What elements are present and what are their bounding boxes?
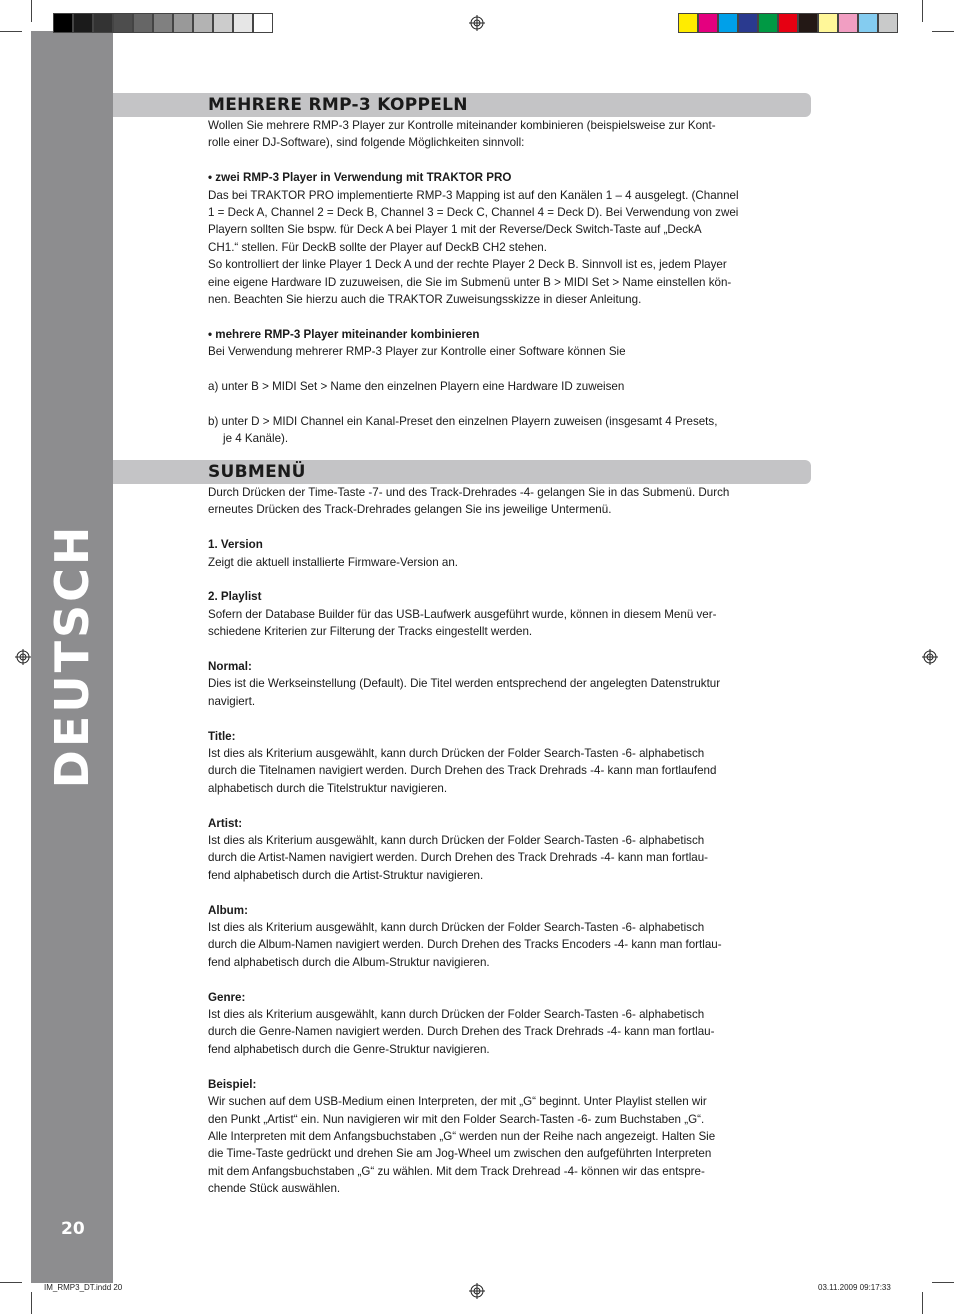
- registration-mark-icon: [922, 649, 938, 665]
- cmyk-color-bar: [678, 13, 898, 33]
- subheading: Title:: [208, 729, 236, 743]
- text-line: durch die Artist-Namen navigiert werden. Durch Drehen des Track Drehrads -4- kann man fortlau-: [208, 851, 709, 865]
- text-line: CH1.“ stellen. Für DeckB sollte der Player auf DeckB CH2 stehen.: [208, 240, 547, 254]
- color-swatch: [858, 13, 878, 33]
- crop-mark: [922, 1292, 923, 1314]
- color-swatch: [153, 13, 173, 33]
- crop-mark: [0, 1282, 22, 1283]
- text-line: Bei Verwendung mehrerer RMP-3 Player zur Kontrolle einer Software können Sie: [208, 345, 626, 359]
- text-line: Ist dies als Kriterium ausgewählt, kann durch Drücken der Folder Search-Tasten -6- alphabetisch: [208, 921, 705, 935]
- color-swatch: [173, 13, 193, 33]
- color-swatch: [758, 13, 778, 33]
- text-line: navigiert.: [208, 694, 256, 708]
- text-line: Zeigt die aktuell installierte Firmware-Version an.: [208, 555, 459, 569]
- text-line: rolle einer DJ-Software), sind folgende Möglichkeiten sinnvoll:: [208, 136, 525, 150]
- text-line: durch die Genre-Namen navigiert werden. Durch Drehen des Track Drehrads -4- kann man fortlau-: [208, 1025, 715, 1039]
- registration-mark-icon: [469, 15, 485, 31]
- text-line: den Punkt „Artist“ ein. Nun navigieren wir mit den Folder Search-Tasten -6- zum Buchstaben „G“.: [208, 1112, 705, 1126]
- grayscale-color-bar: [53, 13, 273, 33]
- color-swatch: [838, 13, 858, 33]
- color-swatch: [818, 13, 838, 33]
- text-line: eine eigene Hardware ID zuzuweisen, die Sie im Submenü unter B > MIDI Set > Name einstellen kön-: [208, 275, 732, 289]
- crop-mark: [0, 31, 22, 32]
- subheading: Artist:: [208, 816, 243, 830]
- footer-timestamp: 03.11.2009 09:17:33: [818, 1283, 891, 1292]
- text-line: durch die Album-Namen navigiert werden. Durch Drehen des Tracks Encoders -4- kann man fortlau-: [208, 938, 722, 952]
- color-swatch: [718, 13, 738, 33]
- registration-mark-icon: [15, 649, 31, 665]
- text-line: mit dem Anfangsbuchstaben „G“ zu wählen. Mit dem Track Drehread -4- können wir das entspre-: [208, 1164, 705, 1178]
- subheading: 1. Version: [208, 538, 263, 552]
- text-line: Dies ist die Werkseinstellung (Default). Die Titel werden entsprechend der angelegten Datenstruktur: [208, 677, 721, 691]
- color-swatch: [253, 13, 273, 33]
- crop-mark: [31, 1292, 32, 1314]
- color-swatch: [93, 13, 113, 33]
- subheading: 2. Playlist: [208, 590, 262, 604]
- color-swatch: [53, 13, 73, 33]
- list-item: a) unter B > MIDI Set > Name den einzelnen Playern eine Hardware ID zuweisen: [208, 380, 625, 394]
- subheading: • zwei RMP-3 Player in Verwendung mit TRAKTOR PRO: [208, 171, 512, 185]
- crop-mark: [31, 0, 32, 22]
- text-line: Durch Drücken der Time-Taste -7- und des Track-Drehrades -4- gelangen Sie in das Submenü. Durch: [208, 486, 730, 499]
- text-line: fend alphabetisch durch die Artist-Struktur navigieren.: [208, 868, 484, 882]
- list-item-continuation: je 4 Kanäle).: [223, 432, 289, 446]
- section-body-koppeln: [208, 117, 808, 448]
- text-line: Wollen Sie mehrere RMP-3 Player zur Kontrolle miteinander kombinieren (beispielsweise zur Kont-: [208, 119, 716, 132]
- subheading: Beispiel:: [208, 1077, 257, 1091]
- color-swatch: [113, 13, 133, 33]
- text-line: nen. Beachten Sie hierzu auch die TRAKTOR Zuweisungsskizze in dieser Anleitung.: [208, 293, 642, 307]
- color-swatch: [73, 13, 93, 33]
- subheading: Album:: [208, 903, 248, 917]
- footer-filename: IM_RMP3_DT.indd 20: [44, 1283, 123, 1292]
- text-line: Alle Interpreten mit dem Anfangsbuchstaben „G“ werden nun der Reihe nach angezeigt. Halten Sie: [208, 1129, 716, 1143]
- text-line: So kontrolliert der linke Player 1 Deck A und der rechte Player 2 Deck B. Sinnvoll ist es, jedem Player: [208, 258, 727, 272]
- text-line: Playern sollten Sie bspw. für Deck A bei Player 1 mit der Reverse/Deck Switch-Taste auf „DeckA: [208, 223, 702, 237]
- color-swatch: [878, 13, 898, 33]
- color-swatch: [798, 13, 818, 33]
- text-line: alphabetisch durch die Titelstruktur navigieren.: [208, 781, 448, 795]
- color-swatch: [213, 13, 233, 33]
- color-swatch: [778, 13, 798, 33]
- color-swatch: [738, 13, 758, 33]
- text-line: fend alphabetisch durch die Genre-Struktur navigieren.: [208, 1042, 490, 1056]
- subheading: Normal:: [208, 660, 252, 674]
- list-item: b) unter D > MIDI Channel ein Kanal-Preset den einzelnen Playern zuweisen (insgesamt 4 Presets,: [208, 414, 718, 428]
- text-line: Ist dies als Kriterium ausgewählt, kann durch Drücken der Folder Search-Tasten -6- alphabetisch: [208, 747, 705, 761]
- crop-mark: [932, 1282, 954, 1283]
- text-line: chende Stück auswählen.: [208, 1182, 341, 1196]
- text-line: Wir suchen auf dem USB-Medium einen Interpreten, der mit „G“ beginnt. Unter Playlist stellen wir: [208, 1095, 707, 1109]
- text-line: durch die Titelnamen navigiert werden. Durch Drehen des Track Drehrads -4- kann man fortlaufend: [208, 764, 717, 778]
- text-line: Ist dies als Kriterium ausgewählt, kann durch Drücken der Folder Search-Tasten -6- alphabetisch: [208, 834, 705, 848]
- sidebar-language-label: DEUTSCH: [45, 523, 99, 789]
- text-line: erneutes Drücken des Track-Drehrades gelangen Sie ins jeweilige Untermenü.: [208, 503, 612, 517]
- section-heading-bar: [113, 460, 811, 484]
- color-swatch: [193, 13, 213, 33]
- section-title-koppeln: MEHRERE RMP-3 KOPPELN: [208, 95, 468, 115]
- text-line: Ist dies als Kriterium ausgewählt, kann durch Drücken der Folder Search-Tasten -6- alphabetisch: [208, 1008, 705, 1022]
- crop-mark: [922, 0, 923, 22]
- color-swatch: [133, 13, 153, 33]
- text-line: fend alphabetisch durch die Album-Struktur navigieren.: [208, 955, 490, 969]
- section-body-submenue: [208, 484, 808, 1198]
- text-line: schiedene Kriterien zur Filterung der Tracks eingestellt werden.: [208, 625, 533, 639]
- text-line: Das bei TRAKTOR PRO implementierte RMP-3 Mapping ist auf den Kanälen 1 – 4 ausgelegt. (Channel: [208, 188, 739, 202]
- subheading: • mehrere RMP-3 Player miteinander kombinieren: [208, 327, 480, 341]
- section-title-submenue: SUBMENÜ: [208, 462, 306, 482]
- crop-mark: [932, 31, 954, 32]
- text-line: 1 = Deck A, Channel 2 = Deck B, Channel 3 = Deck C, Channel 4 = Deck D). Bei Verwendung von zwei: [208, 206, 739, 220]
- color-swatch: [233, 13, 253, 33]
- subheading: Genre:: [208, 990, 246, 1004]
- color-swatch: [698, 13, 718, 33]
- section-heading-bar: [113, 93, 811, 117]
- text-line: Sofern der Database Builder für das USB-Laufwerk ausgeführt wurde, können in diesem Menü ver-: [208, 607, 717, 621]
- registration-mark-icon: [469, 1283, 485, 1299]
- page-number: 20: [61, 1219, 85, 1239]
- text-line: die Time-Taste gedrückt und drehen Sie am Jog-Wheel um zwischen den aufgeführten Interpreten: [208, 1147, 712, 1161]
- color-swatch: [678, 13, 698, 33]
